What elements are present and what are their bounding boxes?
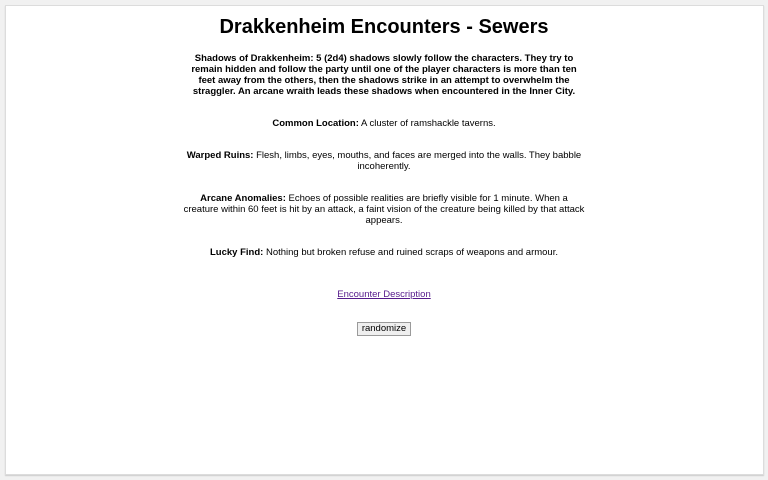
- detail-label: Common Location:: [272, 118, 359, 129]
- detail-lucky-find: [182, 247, 586, 258]
- detail-label: Warped Ruins:: [186, 150, 254, 161]
- encounter-intro: Shadows of Drakkenheim: 5 (2d4) shadows slowly follow the characters. They try to remain hidden and follow the party until one of the player characters is more than ten feet away from the others, then the shadows strike in an attempt to overwhelm the straggler. An arcane wraith leads these shadows when encountered in the Inner City.: [191, 53, 577, 97]
- detail-text: Nothing but broken refuse and ruined scraps of weapons and armour.: [263, 247, 558, 258]
- detail-label: Arcane Anomalies:: [200, 193, 286, 204]
- detail-common-location: [182, 118, 586, 129]
- encounter-description-link[interactable]: Encounter Description: [337, 289, 431, 300]
- detail-text: Flesh, limbs, eyes, mouths, and faces are merged into the walls. They babble incoherently.: [253, 150, 582, 172]
- detail-text: Echoes of possible realities are briefly visible for 1 minute. When a creature within 60 feet is hit by an attack, a faint vision of the creature being killed by that attack appears.: [183, 193, 585, 226]
- detail-label: Lucky Find:: [210, 247, 264, 258]
- detail-arcane-anomalies: [182, 193, 586, 226]
- randomize-button[interactable]: randomize: [357, 322, 411, 336]
- detail-warped-ruins: [182, 150, 586, 172]
- page-title: Drakkenheim Encounters - Sewers: [219, 16, 549, 38]
- link-row: [0, 289, 768, 300]
- detail-text: A cluster of ramshackle taverns.: [358, 118, 496, 129]
